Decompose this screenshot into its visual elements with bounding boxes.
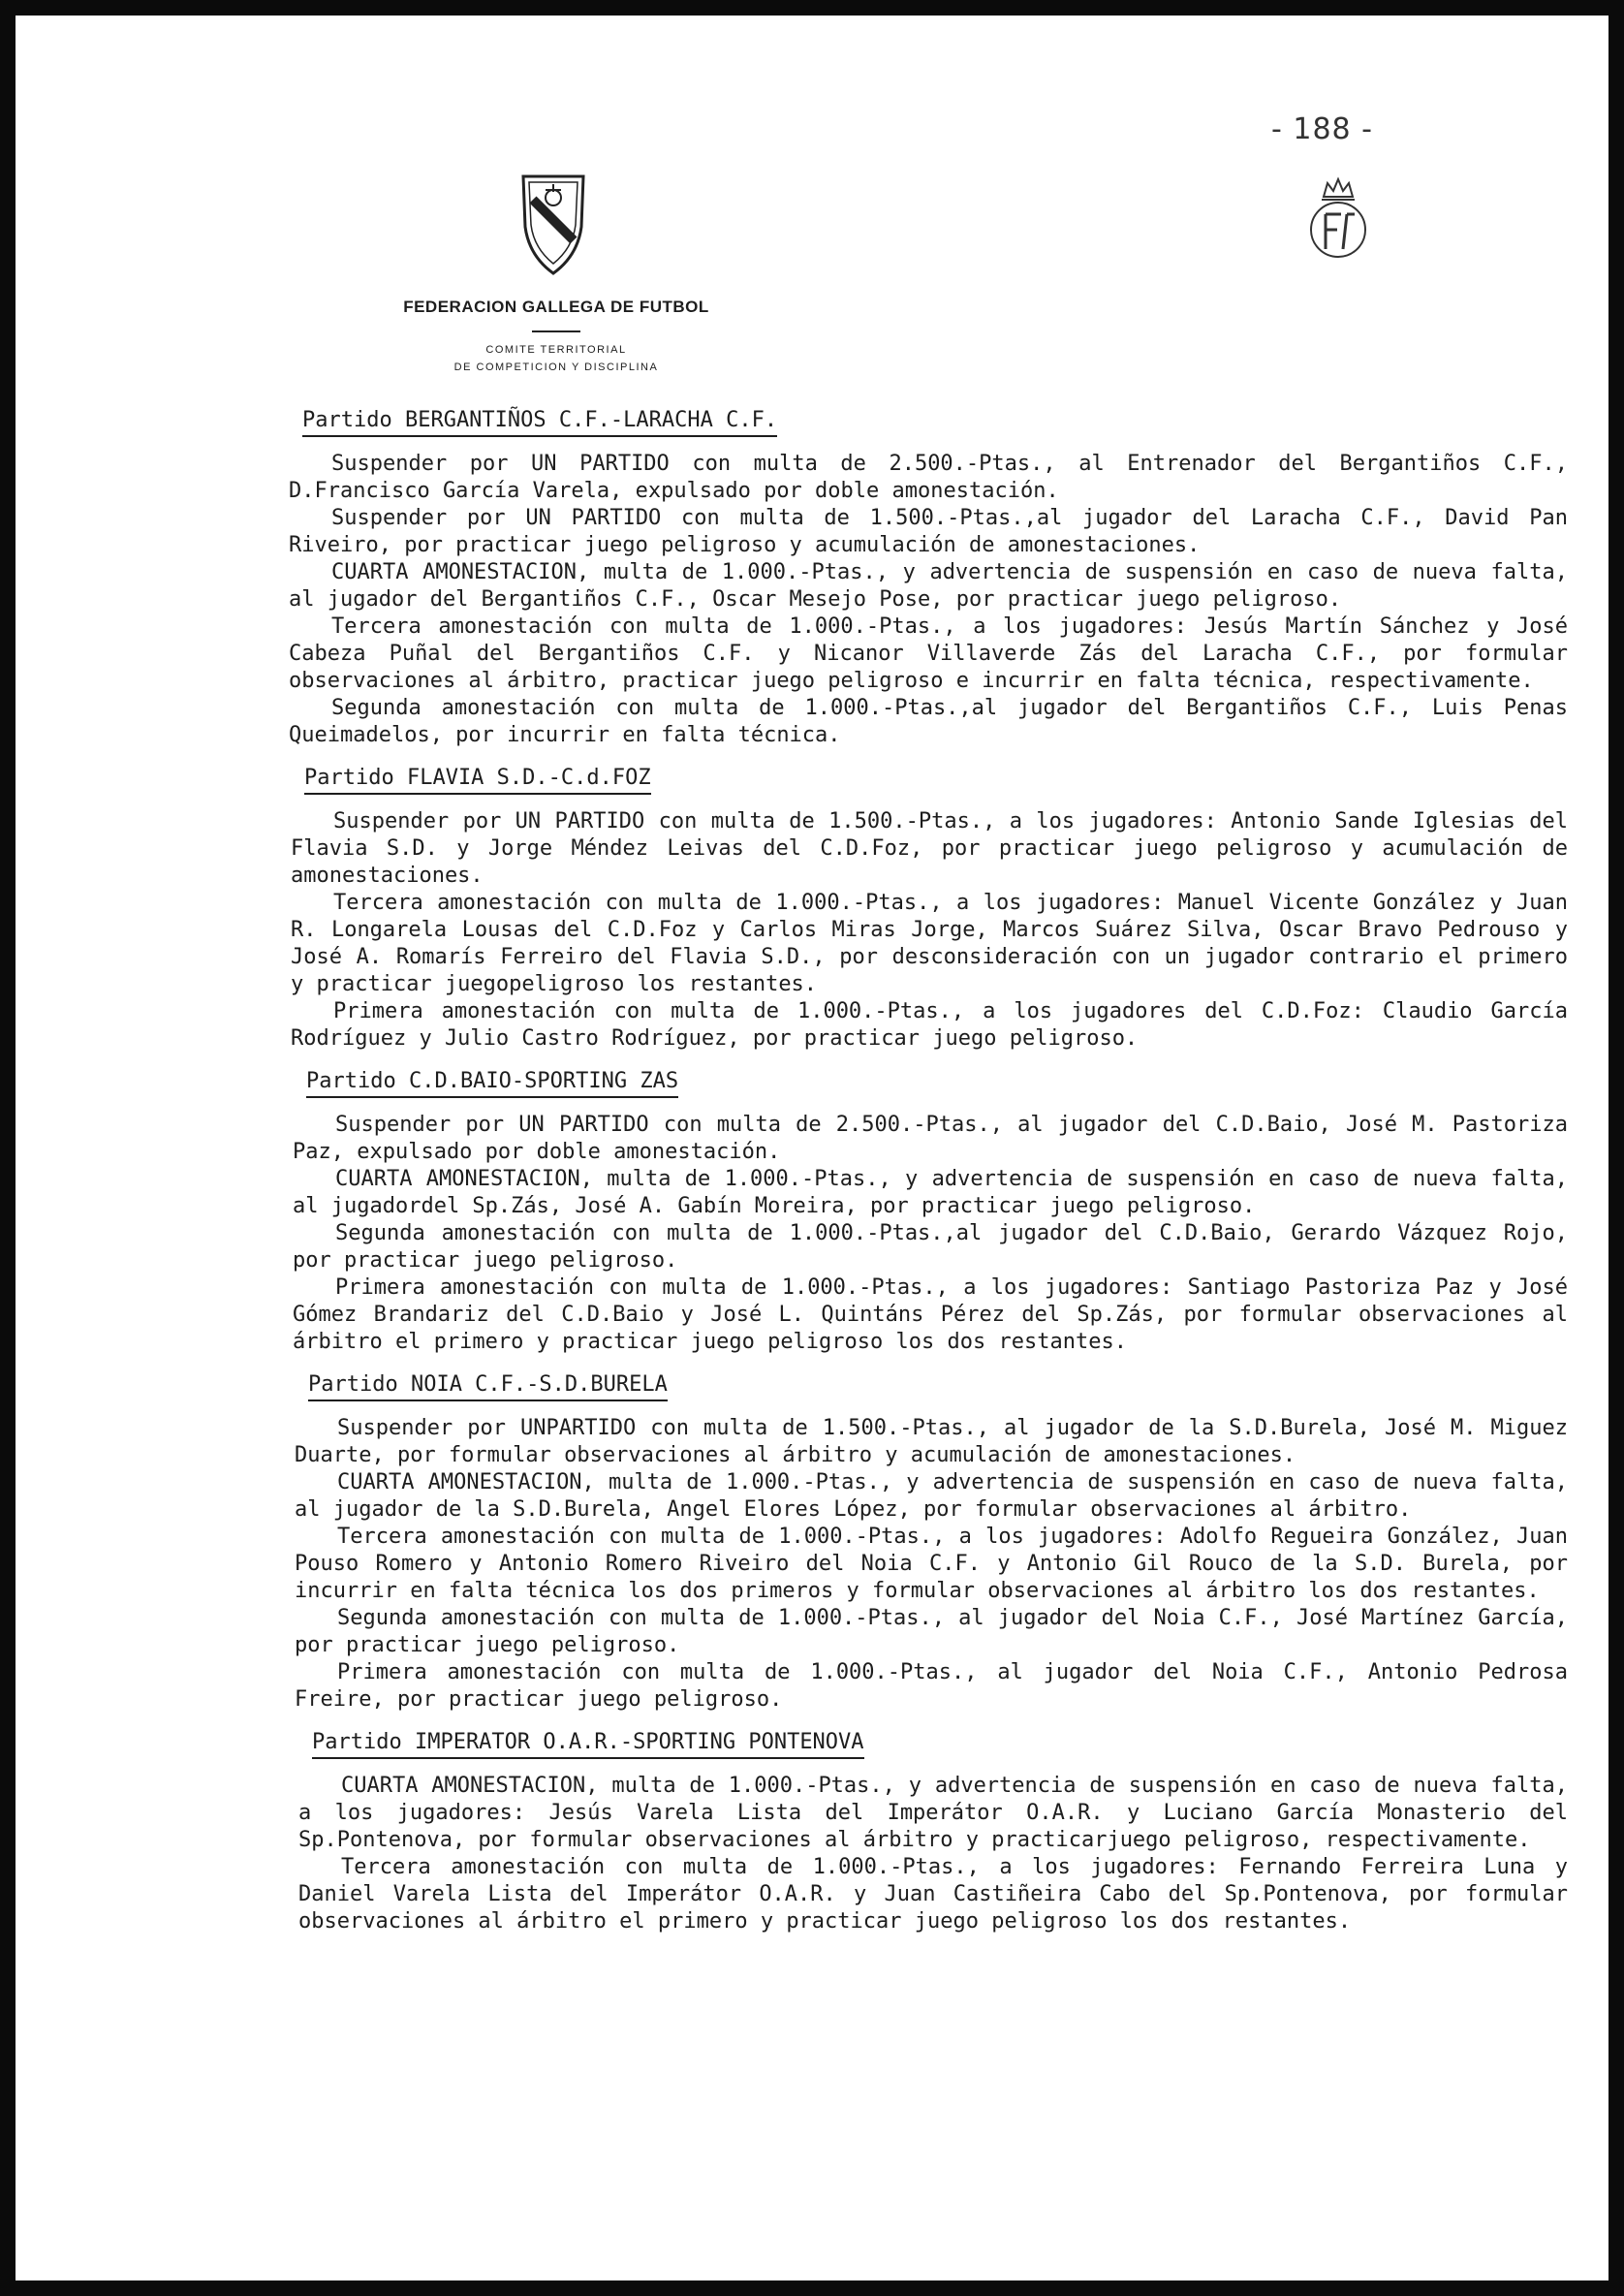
sanction-paragraph: Segunda amonestación con multa de 1.000.-Ptas., al jugador del Noia C.F., José Martínez García, por practicar juego peligroso. [295, 1606, 1568, 1657]
match-section [293, 1068, 1568, 1356]
sanction-paragraph: CUARTA AMONESTACION, multa de 1.000.-Ptas., y advertencia de suspensión en caso de nueva falta, al jugador de la S.D.Burela, Angel Elores López, por formular observaciones al árbitro. [295, 1470, 1568, 1522]
committee-line-1: COMITE TERRITORIAL [485, 344, 627, 356]
galician-federation-shield-icon [519, 171, 587, 277]
sanction-paragraph: CUARTA AMONESTACION, multa de 1.000.-Ptas., y advertencia de suspensión en caso de nueva falta, al jugadordel Sp.Zás, José A. Gabín Moreira, por practicar juego peligroso. [293, 1167, 1568, 1218]
sanction-paragraph: Segunda amonestación con multa de 1.000.-Ptas.,al jugador del Bergantiños C.F., Luis Penas Queimadelos, por incurrir en falta técnica. [289, 696, 1568, 747]
match-title: Partido NOIA C.F.-S.D.BURELA [308, 1371, 668, 1401]
match-section [295, 1371, 1568, 1714]
sanction-paragraph: Tercera amonestación con multa de 1.000.-Ptas., a los jugadores: Jesús Martín Sánchez y José Cabeza Puñal del Bergantiños C.F. y Nicanor Villaverde Zás del Laracha C.F., por formular observaciones al árbitro, practicar juego peligroso e incurrir en falta técnica, respectivamente. [289, 614, 1568, 693]
sanction-paragraph: Tercera amonestación con multa de 1.000.-Ptas., a los jugadores: Manuel Vicente González y Juan R. Longarela Lousas del C.D.Foz y Carlos Miras Jorge, Marcos Suárez Silva, Oscar Bravo Pedrouso y José A. Romarís Ferreiro del Flavia S.D., por desconsideración con un jugador contrario el primero y practicar juegopeligroso los restantes. [291, 891, 1568, 996]
sanction-paragraph: Suspender por UNPARTIDO con multa de 1.500.-Ptas., al jugador de la S.D.Burela, José M. Miguez Duarte, por formular observaciones al árbitro y acumulación de amonestaciones. [295, 1416, 1568, 1467]
sanction-paragraph: Primera amonestación con multa de 1.000.-Ptas., a los jugadores: Santiago Pastoriza Paz y José Gómez Brandariz del C.D.Baio y José L. Quintáns Pérez del Sp.Zás, por formular observaciones al árbitro el primero y practicar juego peligroso los dos restantes. [293, 1275, 1568, 1354]
sanction-paragraph: Suspender por UN PARTIDO con multa de 1.500.-Ptas., a los jugadores: Antonio Sande Iglesias del Flavia S.D. y Jorge Méndez Leivas del C.D.Foz, por practicar juego peligroso y acumulación de amonestaciones. [291, 809, 1568, 888]
match-title: Partido FLAVIA S.D.-C.d.FOZ [304, 765, 651, 795]
match-title: Partido C.D.BAIO-SPORTING ZAS [306, 1068, 678, 1098]
match-section [291, 765, 1568, 1053]
sanction-paragraph: CUARTA AMONESTACION, multa de 1.000.-Ptas., y advertencia de suspensión en caso de nueva falta, al jugador del Bergantiños C.F., Oscar Mesejo Pose, por practicar juego peligroso. [289, 560, 1568, 612]
sanctions-body [289, 407, 1568, 1951]
letterhead-divider [532, 330, 580, 332]
sanction-paragraph: Primera amonestación con multa de 1.000.-Ptas., a los jugadores del C.D.Foz: Claudio García Rodríguez y Julio Castro Rodríguez, por practicar juego peligroso. [291, 999, 1568, 1051]
federation-name: FEDERACION GALLEGA DE FUTBOL [403, 298, 709, 316]
sanction-paragraph: Tercera amonestación con multa de 1.000.-Ptas., a los jugadores: Fernando Ferreira Luna y Daniel Varela Lista del Imperátor O.A.R. y Juan Castiñeira Cabo del Sp.Pontenova, por formular observaciones al árbitro el primero y practicar juego peligroso los dos restantes. [298, 1855, 1568, 1934]
sanction-paragraph: Suspender por UN PARTIDO con multa de 2.500.-Ptas., al Entrenador del Bergantiños C.F., D.Francisco García Varela, expulsado por doble amonestación. [289, 452, 1568, 503]
committee-line-2: DE COMPETICION Y DISCIPLINA [453, 362, 659, 373]
match-section [289, 407, 1568, 749]
match-title: Partido BERGANTIÑOS C.F.-LARACHA C.F. [302, 407, 777, 437]
document-page [16, 16, 1608, 2280]
rfef-crown-crest-icon [1304, 175, 1372, 267]
sanction-paragraph: Suspender por UN PARTIDO con multa de 2.500.-Ptas., al jugador del C.D.Baio, José M. Pastoriza Paz, expulsado por doble amonestación. [293, 1113, 1568, 1164]
sanction-paragraph: CUARTA AMONESTACION, multa de 1.000.-Ptas., y advertencia de suspensión en caso de nueva falta, a los jugadores: Jesús Varela Lista del Imperátor O.A.R. y Luciano García Monasterio del Sp.Pontenova, por formular observaciones al árbitro y practicarjuego peligroso, respectivamente. [298, 1774, 1568, 1852]
match-section [298, 1729, 1568, 1935]
sanction-paragraph: Segunda amonestación con multa de 1.000.-Ptas.,al jugador del C.D.Baio, Gerardo Vázquez Rojo, por practicar juego peligroso. [293, 1221, 1568, 1273]
sanction-paragraph: Suspender por UN PARTIDO con multa de 1.500.-Ptas.,al jugador del Laracha C.F., David Pan Riveiro, por practicar juego peligroso y acumulación de amonestaciones. [289, 506, 1568, 557]
match-title: Partido IMPERATOR O.A.R.-SPORTING PONTENOVA [312, 1729, 864, 1759]
sanction-paragraph: Primera amonestación con multa de 1.000.-Ptas., al jugador del Noia C.F., Antonio Pedrosa Freire, por practicar juego peligroso. [295, 1660, 1568, 1712]
sanction-paragraph: Tercera amonestación con multa de 1.000.-Ptas., a los jugadores: Adolfo Regueira González, Juan Pouso Romero y Antonio Romero Riveiro del Noia C.F. y Antonio Gil Rouco de la S.D. Burela, por incurrir en falta técnica los dos primeros y formular observaciones al árbitro los dos restantes. [295, 1525, 1568, 1603]
page-number: - 188 - [1271, 112, 1373, 146]
